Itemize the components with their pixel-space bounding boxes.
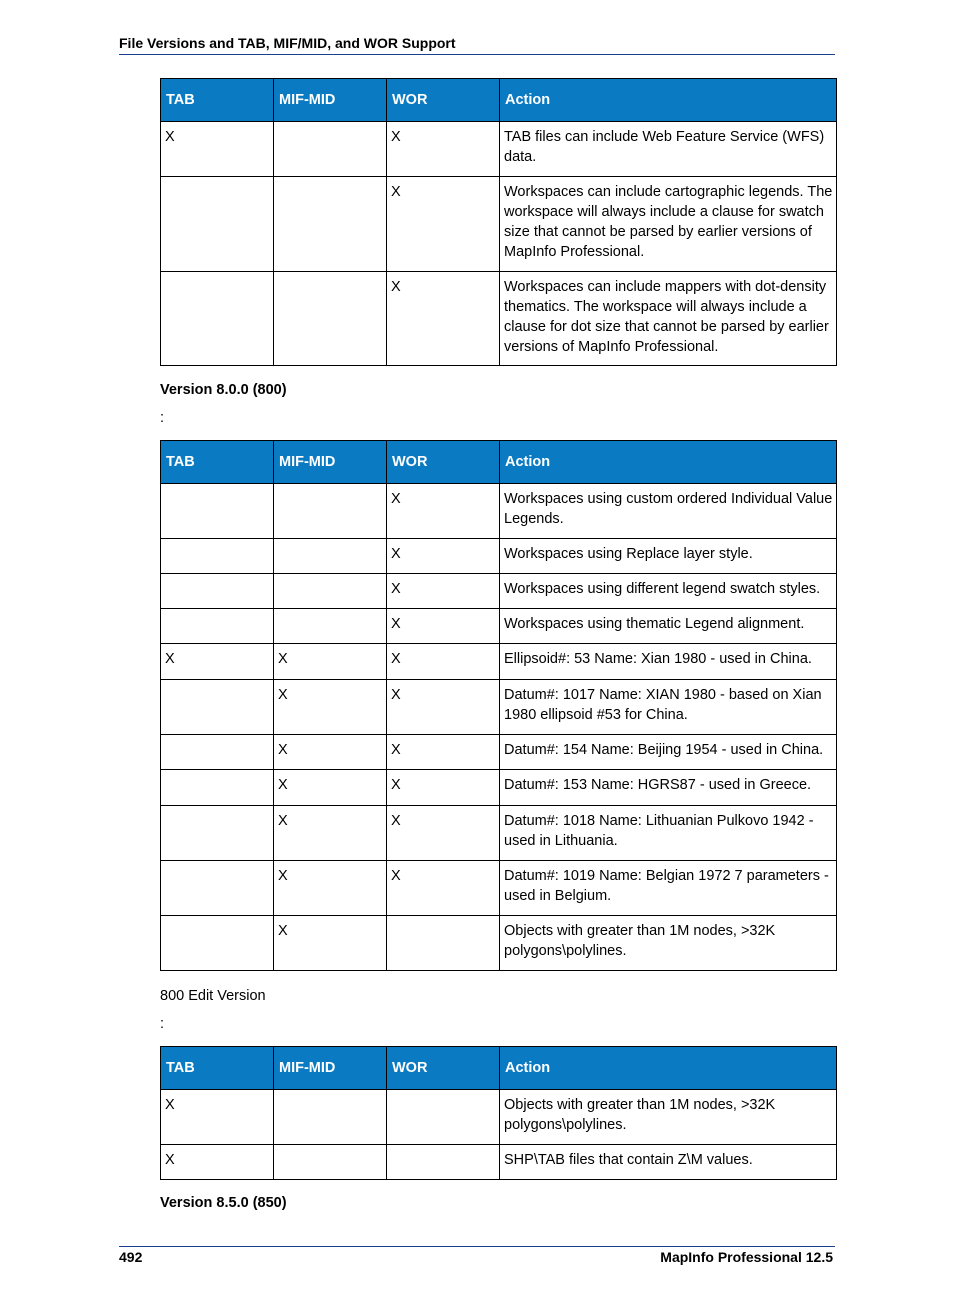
wor-cell: X: [387, 574, 500, 609]
action-cell: Workspaces using custom ordered Individual Value Legends.: [500, 484, 837, 539]
tab-cell: [161, 770, 274, 806]
running-header: File Versions and TAB, MIF/MID, and WOR Support: [119, 34, 835, 55]
tab-cell: X: [161, 122, 274, 177]
mif-mid-cell: [274, 122, 387, 177]
wor-cell: [387, 1145, 500, 1180]
action-cell: Datum#: 153 Name: HGRS87 - used in Greece.: [500, 770, 837, 806]
footer-rule: [119, 1246, 835, 1247]
action-cell: Workspaces using thematic Legend alignment.: [500, 609, 837, 644]
action-cell: Datum#: 154 Name: Beijing 1954 - used in China.: [500, 735, 837, 770]
tab-cell: [161, 272, 274, 366]
mif-mid-cell: [274, 484, 387, 539]
table-row: [161, 644, 837, 680]
tab-cell: [161, 484, 274, 539]
mif-mid-cell: [274, 539, 387, 574]
wor-cell: X: [387, 735, 500, 770]
table-row: [161, 609, 837, 644]
table-row: [161, 484, 837, 539]
column-header-tab: TAB: [161, 1047, 274, 1090]
table-row: [161, 574, 837, 609]
version-table-2: [160, 440, 837, 971]
action-cell: Datum#: 1019 Name: Belgian 1972 7 parameters - used in Belgium.: [500, 861, 837, 916]
section-heading-version-800: Version 8.0.0 (800): [160, 382, 287, 398]
column-header-action: Action: [500, 79, 837, 122]
product-name: MapInfo Professional 12.5: [660, 1249, 833, 1265]
column-header-wor: WOR: [387, 1047, 500, 1090]
tab-cell: [161, 806, 274, 861]
page-number: 492: [119, 1249, 143, 1265]
table-row: [161, 916, 837, 971]
wor-cell: X: [387, 484, 500, 539]
table-row: [161, 735, 837, 770]
tab-cell: [161, 861, 274, 916]
tab-cell: [161, 916, 274, 971]
action-cell: Workspaces using different legend swatch styles.: [500, 574, 837, 609]
version-table-1: [160, 78, 837, 366]
action-cell: Datum#: 1017 Name: XIAN 1980 - based on Xian 1980 ellipsoid #53 for China.: [500, 680, 837, 735]
action-cell: Workspaces can include mappers with dot-density thematics. The workspace will always include a clause for dot size that cannot be parsed by earlier versions of MapInfo Professional.: [500, 272, 837, 366]
column-header-action: Action: [500, 1047, 837, 1090]
wor-cell: X: [387, 539, 500, 574]
colon-text: :: [160, 1016, 165, 1032]
action-cell: Ellipsoid#: 53 Name: Xian 1980 - used in China.: [500, 644, 837, 680]
mif-mid-cell: [274, 272, 387, 366]
table-row: [161, 122, 837, 177]
column-header-mif-mid: MIF-MID: [274, 79, 387, 122]
wor-cell: X: [387, 272, 500, 366]
wor-cell: X: [387, 609, 500, 644]
tab-cell: [161, 609, 274, 644]
tab-cell: [161, 680, 274, 735]
version-table-3: [160, 1046, 837, 1180]
tab-cell: [161, 735, 274, 770]
column-header-mif-mid: MIF-MID: [274, 1047, 387, 1090]
mif-mid-cell: X: [274, 806, 387, 861]
tab-cell: X: [161, 644, 274, 680]
tab-cell: [161, 539, 274, 574]
mif-mid-cell: [274, 1090, 387, 1145]
tab-cell: [161, 177, 274, 272]
wor-cell: [387, 916, 500, 971]
table-row: [161, 806, 837, 861]
mif-mid-cell: [274, 574, 387, 609]
table-row: [161, 1090, 837, 1145]
colon-text: :: [160, 410, 165, 426]
wor-cell: [387, 1090, 500, 1145]
column-header-wor: WOR: [387, 79, 500, 122]
action-cell: Objects with greater than 1M nodes, >32K polygons\polylines.: [500, 916, 837, 971]
table-row: [161, 770, 837, 806]
mif-mid-cell: X: [274, 770, 387, 806]
action-cell: TAB files can include Web Feature Service (WFS) data.: [500, 122, 837, 177]
column-header-tab: TAB: [161, 79, 274, 122]
wor-cell: X: [387, 861, 500, 916]
mif-mid-cell: X: [274, 735, 387, 770]
tab-cell: X: [161, 1090, 274, 1145]
table-row: [161, 539, 837, 574]
action-cell: Datum#: 1018 Name: Lithuanian Pulkovo 1942 - used in Lithuania.: [500, 806, 837, 861]
mif-mid-cell: X: [274, 680, 387, 735]
action-cell: SHP\TAB files that contain Z\M values.: [500, 1145, 837, 1180]
action-cell: Objects with greater than 1M nodes, >32K polygons\polylines.: [500, 1090, 837, 1145]
table-row: [161, 177, 837, 272]
wor-cell: X: [387, 644, 500, 680]
mif-mid-cell: [274, 1145, 387, 1180]
wor-cell: X: [387, 770, 500, 806]
section-heading-version-850: Version 8.5.0 (850): [160, 1195, 287, 1211]
mif-mid-cell: X: [274, 644, 387, 680]
table-header-row: [161, 441, 837, 484]
tab-cell: [161, 574, 274, 609]
section-heading-800-edit-version: 800 Edit Version: [160, 988, 266, 1004]
column-header-tab: TAB: [161, 441, 274, 484]
column-header-mif-mid: MIF-MID: [274, 441, 387, 484]
table-row: [161, 861, 837, 916]
tab-cell: X: [161, 1145, 274, 1180]
mif-mid-cell: [274, 177, 387, 272]
wor-cell: X: [387, 680, 500, 735]
action-cell: Workspaces using Replace layer style.: [500, 539, 837, 574]
wor-cell: X: [387, 806, 500, 861]
mif-mid-cell: [274, 609, 387, 644]
table-row: [161, 272, 837, 366]
table-header-row: [161, 79, 837, 122]
table-row: [161, 1145, 837, 1180]
mif-mid-cell: X: [274, 916, 387, 971]
table-header-row: [161, 1047, 837, 1090]
table-row: [161, 680, 837, 735]
action-cell: Workspaces can include cartographic legends. The workspace will always include a clause for swatch size that cannot be parsed by earlier versions of MapInfo Professional.: [500, 177, 837, 272]
column-header-action: Action: [500, 441, 837, 484]
wor-cell: X: [387, 122, 500, 177]
wor-cell: X: [387, 177, 500, 272]
column-header-wor: WOR: [387, 441, 500, 484]
mif-mid-cell: X: [274, 861, 387, 916]
